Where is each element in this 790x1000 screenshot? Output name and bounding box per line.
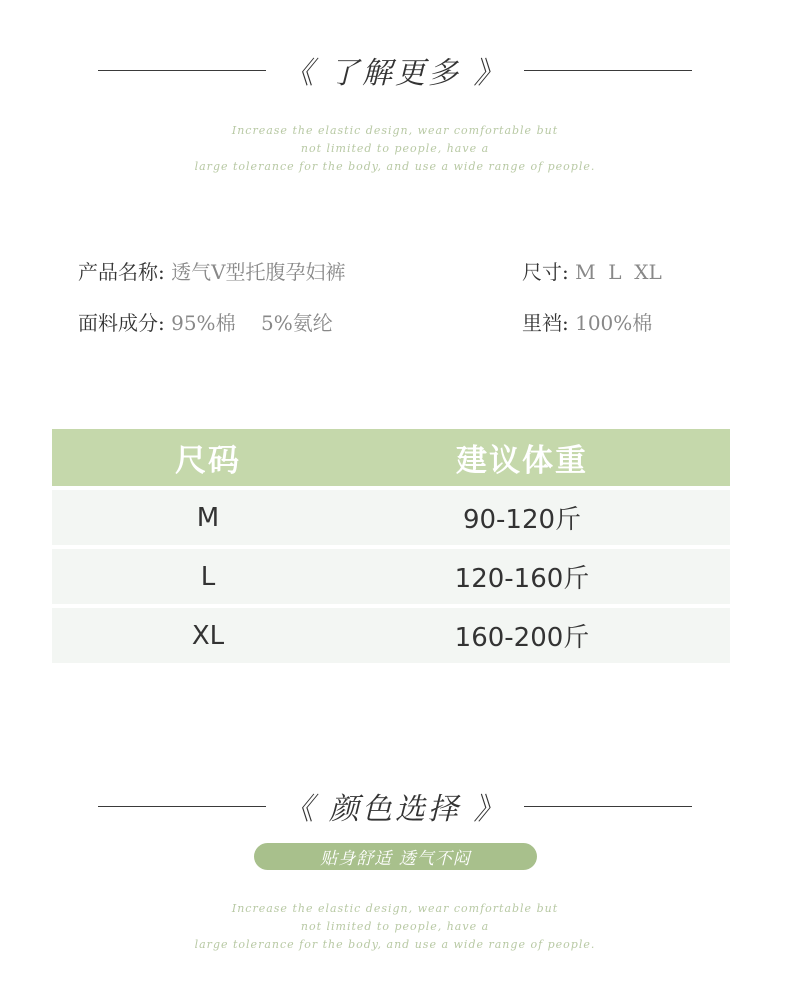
description-line: large tolerance for the body, and use a wide range of people. — [194, 938, 596, 951]
english-description — [0, 122, 790, 176]
cell-weight: 90-120斤 — [462, 505, 582, 535]
spec-label: 尺寸: — [522, 260, 569, 284]
table-row — [52, 490, 730, 545]
spec-product-name — [78, 256, 346, 285]
cell-size: M — [196, 502, 220, 533]
cell-weight: 120-160斤 — [454, 564, 590, 594]
spec-value: 100%棉 — [575, 311, 653, 335]
description-line: Increase the elastic design, wear comfortable but — [231, 124, 559, 137]
description-line: not limited to people, have a — [300, 142, 490, 155]
spec-label: 产品名称: — [78, 260, 165, 284]
cell-size: L — [200, 561, 216, 592]
divider-line — [524, 70, 692, 71]
section-header-color-choice — [0, 784, 790, 828]
spec-value: 透气V型托腹孕妇裤 — [171, 260, 346, 284]
cell-size: XL — [191, 620, 225, 651]
header-size: 尺码 — [175, 443, 241, 479]
description-line: Increase the elastic design, wear comfortable but — [231, 902, 559, 915]
divider-line — [524, 806, 692, 807]
divider-line — [98, 70, 266, 71]
spec-fabric — [78, 307, 333, 336]
spec-value: 95%棉 5%氨纶 — [171, 311, 333, 335]
section-header-learn-more — [0, 48, 790, 92]
description-line: large tolerance for the body, and use a wide range of people. — [194, 160, 596, 173]
spec-lining — [522, 307, 652, 336]
spec-size — [522, 256, 662, 285]
spec-label: 里裆: — [522, 311, 569, 335]
spec-label: 面料成分: — [78, 311, 165, 335]
description-line: not limited to people, have a — [300, 920, 490, 933]
feature-badge: 贴身舒适 透气不闷 — [254, 843, 537, 870]
table-row — [52, 608, 730, 663]
spec-value: M L XL — [575, 260, 662, 284]
header-weight: 建议体重 — [456, 443, 588, 479]
size-table — [52, 429, 730, 663]
table-header-row — [52, 429, 730, 486]
section-title: 《 颜色选择 》 — [283, 792, 507, 827]
section-title: 《 了解更多 》 — [283, 56, 507, 91]
table-row — [52, 549, 730, 604]
english-description — [0, 900, 790, 954]
divider-line — [98, 806, 266, 807]
cell-weight: 160-200斤 — [454, 623, 590, 653]
